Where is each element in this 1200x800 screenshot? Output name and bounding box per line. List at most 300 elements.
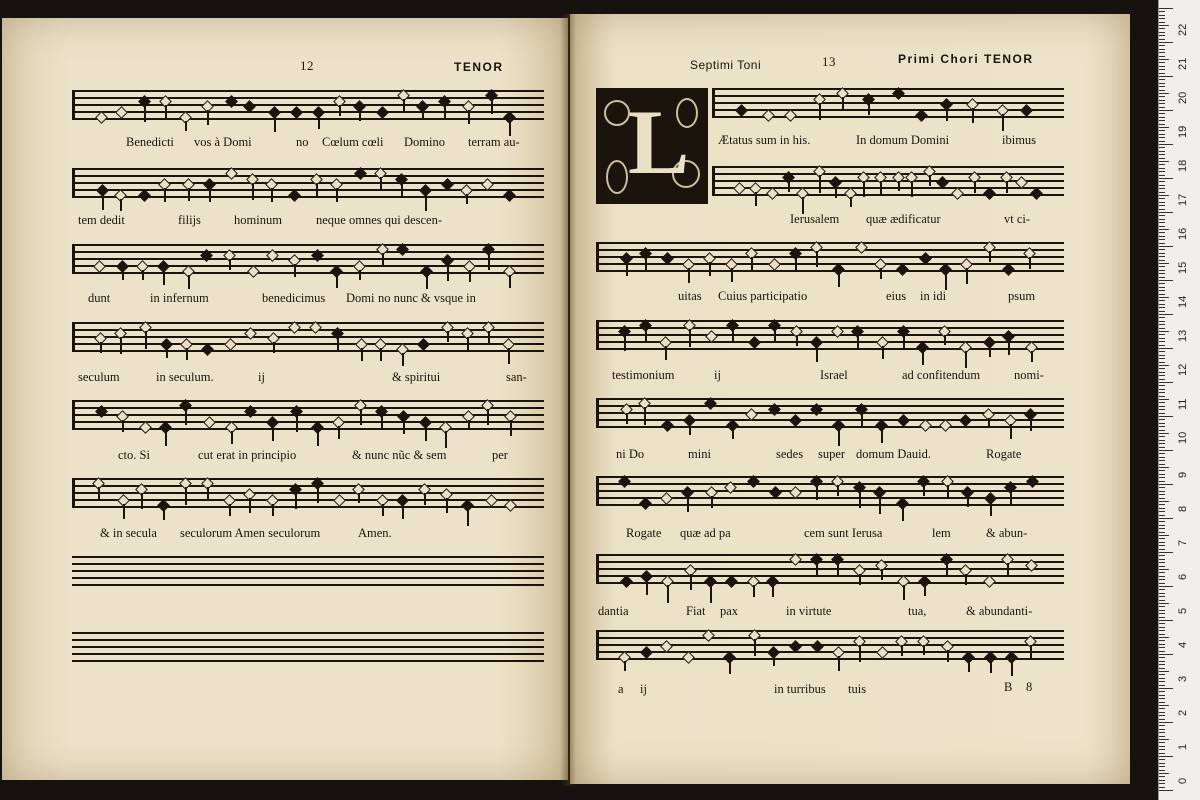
ruler-tick [1159,698,1165,699]
note-stem [468,110,470,124]
note-stem [923,485,925,496]
note-mark [660,640,673,653]
note-stem [857,335,859,349]
note-stem [100,342,102,353]
note-mark [705,330,718,343]
note-stem [425,426,427,442]
ruler-tick [1159,613,1165,614]
note-stem [317,431,319,446]
note-stem [819,103,821,120]
note-stem [1008,340,1010,355]
note-stem [165,431,167,446]
ruler-tick [1159,399,1169,400]
note-stem [911,181,913,198]
ruler-number: 2 [1177,709,1189,716]
ruler-tick [1159,610,1165,611]
note-mark [1020,104,1033,117]
note-stem [966,268,968,284]
ruler-tick [1159,192,1165,193]
clef-icon [712,166,725,196]
note-stem [142,270,144,281]
note-stem [881,429,883,443]
note-stem [903,585,905,600]
ruler-tick [1159,25,1169,26]
ruler-tick [1159,436,1165,437]
ruler-tick [1159,226,1165,227]
ruler-tick [1159,362,1165,363]
note-stem [209,188,211,202]
note-stem [272,504,274,517]
ruler-tick [1159,702,1165,703]
note-stem [729,661,731,674]
note-stem [819,175,821,193]
note-stem [772,585,774,597]
note-stem [185,409,187,425]
decorated-initial [596,88,708,204]
lyric: tuis [848,682,867,696]
note-stem [380,177,382,189]
ruler-tick [1159,705,1169,706]
note-stem [711,496,713,508]
lyric: in turribus [774,682,826,696]
note-stem [861,413,863,428]
ruler-tick [1159,691,1165,692]
clef-icon [596,398,609,428]
note-stem [1031,351,1033,362]
ruler-tick [1159,501,1169,502]
note-mark [789,486,802,499]
note-stem [732,429,734,439]
note-mark [95,405,108,418]
ruler-tick [1159,195,1169,196]
ruler-tick [1159,579,1165,580]
note-stem [426,275,428,289]
lyric: neque omnes qui descen- [316,213,443,227]
lyric: ad confitendum [902,368,981,382]
ruler-tick [1159,66,1165,67]
note-stem [773,656,775,666]
ruler-tick [1159,205,1165,206]
note-mark [661,252,674,265]
ruler-tick [1159,525,1165,526]
note-stem [360,409,362,425]
ruler-tick [1159,22,1165,23]
ruler-tick [1159,372,1165,373]
ruler-tick [1159,623,1165,624]
note-stem [665,346,667,361]
note-stem [816,485,818,500]
ruler-tick [1159,249,1165,250]
ruler-tick [1159,630,1165,631]
note-stem [123,504,125,520]
note-stem [296,415,298,432]
note-stem [271,188,273,202]
note-mark [288,321,301,334]
ruler-tick [1159,477,1165,478]
lyric: nomi- [1014,368,1044,382]
note-stem [880,268,882,279]
note-mark [441,178,454,191]
ruler-tick [1159,300,1165,301]
ruler-number: 19 [1177,125,1189,138]
ruler-tick [1159,39,1165,40]
note-stem [336,275,338,288]
note-stem [881,569,883,581]
ruler-tick [1159,419,1165,420]
note-stem [967,496,969,507]
ruler-tick [1159,627,1165,628]
note-stem [788,181,790,193]
note-stem [903,335,905,350]
ruler-tick [1159,535,1169,536]
ruler-tick [1159,324,1165,325]
ruler-tick [1159,127,1169,128]
lyric: ibimus [1002,133,1037,147]
lyric: Israel [820,368,848,382]
ruler-tick [1159,107,1165,108]
lyric: tem dedit [78,213,125,227]
note-stem [645,329,647,341]
note-stem [207,110,209,125]
note-stem [731,268,733,283]
note-stem [965,351,967,368]
ruler-tick [1159,113,1165,114]
note-mark [660,492,673,505]
lyric: san- [506,370,527,384]
note-mark [245,405,258,418]
lyric: In domum Domini [856,133,950,147]
ruler-tick [1159,467,1169,468]
ruler-tick [1159,409,1165,410]
ruler-tick [1159,345,1165,346]
lyric: seculum [78,370,120,384]
ruler-tick [1159,756,1173,757]
note-stem [424,493,426,506]
ruler-tick [1159,712,1165,713]
ruler-tick [1159,215,1165,216]
note-mark [309,321,322,334]
ruler-tick [1159,708,1165,709]
note-mark [735,104,748,117]
lyric: no nunc & vsque in [378,291,476,305]
ruler-tick [1159,144,1173,145]
note-mark [831,325,844,338]
lyric: & in secula [100,526,157,540]
note-stem [317,487,319,503]
note-stem [1010,491,1012,505]
ruler-tick [1159,739,1169,740]
clef-icon [72,168,85,198]
note-stem [274,116,276,132]
note-stem [974,181,976,193]
clef-icon [712,88,725,118]
music-staff [72,90,544,120]
note-stem [990,661,992,673]
ruler-tick [1159,661,1165,662]
note-stem [382,504,384,516]
ruler-tick [1159,753,1165,754]
note-stem [626,413,628,424]
note-stem [667,585,669,603]
ruler-tick [1159,59,1169,60]
note-stem [229,504,231,516]
ruler-tick [1159,668,1165,669]
ruler-tick [1159,787,1165,788]
ruler-tick [1159,93,1169,94]
note-stem [510,420,512,436]
lyric: in infernum [150,291,209,305]
note-stem [337,337,339,351]
lyric: eius [886,289,907,303]
ruler-number: 0 [1177,777,1189,784]
note-mark [485,494,498,507]
ruler-tick [1159,634,1165,635]
ruler-tick [1159,256,1165,257]
ruler-tick [1159,583,1165,584]
note-stem [968,661,970,672]
note-stem [816,251,818,267]
ruler-tick [1159,358,1165,359]
lyric: hominum [234,213,282,227]
note-stem [467,337,469,353]
ruler-tick [1159,484,1173,485]
ruler-tick [1159,460,1165,461]
note-stem [755,192,757,206]
ruler-number: 6 [1177,573,1189,580]
lyric: mini [688,447,711,461]
note-stem [838,273,840,287]
ruler-tick [1159,260,1165,261]
note-mark [244,100,257,113]
lyric: dunt [88,291,111,305]
left-part-name: TENOR [454,60,504,74]
ruler-tick [1159,566,1165,567]
ruler-tick [1159,141,1165,142]
ruler-tick [1159,137,1165,138]
note-stem [98,487,100,500]
note-stem [163,509,165,520]
ruler-tick [1159,379,1165,380]
ruler-tick [1159,725,1165,726]
note-stem [469,270,471,282]
note-stem [295,493,297,510]
lyric: in idi [920,289,947,303]
ruler-tick [1159,294,1165,295]
note-stem [188,188,190,201]
ruler-tick [1159,76,1173,77]
note-mark [892,87,905,100]
ruler-number: 7 [1177,539,1189,546]
lyric: Cuius participatio [718,289,808,303]
ruler-tick [1159,321,1165,322]
lyric: & spiritui [392,370,441,384]
ruler-tick [1159,654,1173,655]
ruler-tick [1159,508,1165,509]
ruler-tick [1159,559,1165,560]
ruler-tick [1159,678,1165,679]
lyric: per [492,448,508,462]
measuring-ruler [1158,0,1200,800]
note-mark [93,260,106,273]
note-stem [447,331,449,342]
ruler-number: 9 [1177,471,1189,478]
ruler-tick [1159,657,1165,658]
note-stem [732,329,734,342]
ruler-tick [1159,365,1169,366]
note-stem [508,348,510,364]
ruler-tick [1159,168,1165,169]
lyric: ni Do [616,447,645,461]
lyric: in seculum. [156,370,214,384]
lyric: & abundanti- [966,604,1033,618]
ruler-tick [1159,375,1165,376]
note-stem [842,97,844,110]
ruler-tick [1159,555,1165,556]
note-mark [266,249,279,262]
note-stem [467,509,469,526]
ruler-tick [1159,413,1165,414]
note-mark [768,403,781,416]
note-stem [687,496,689,512]
note-stem [754,639,756,656]
note-stem [1002,114,1004,131]
ruler-tick [1159,569,1169,570]
ruler-tick [1159,263,1169,264]
ruler-tick [1159,447,1165,448]
ruler-tick [1159,212,1173,213]
ruler-tick [1159,521,1165,522]
music-staff [72,168,544,198]
ruler-tick [1159,110,1173,111]
ruler-tick [1159,763,1165,764]
music-staff [596,476,1064,506]
ruler-number: 4 [1177,641,1189,648]
signature-number: 8 [1026,680,1033,694]
clef-icon [596,476,609,506]
lyric: & abun- [986,526,1028,540]
ruler-tick [1159,351,1165,352]
ruler-tick [1159,209,1165,210]
note-stem [879,496,881,514]
music-staff [596,242,1064,272]
note-stem [645,257,647,270]
clef-icon [596,554,609,584]
ruler-tick [1159,307,1165,308]
note-stem [923,645,925,656]
ruler-tick [1159,685,1165,686]
note-mark [396,243,409,256]
clef-icon [72,90,85,120]
note-stem [989,251,991,262]
ruler-tick [1159,311,1165,312]
ruler-tick [1159,246,1173,247]
note-stem [380,348,382,361]
ruler-tick [1159,232,1165,233]
note-stem [249,498,251,513]
note-stem [624,661,626,671]
note-mark [748,336,761,349]
note-stem [185,121,187,131]
ruler-tick [1159,18,1165,19]
ruler-tick [1159,236,1165,237]
ruler-tick [1159,443,1165,444]
ruler-tick [1159,328,1165,329]
music-staff [596,398,1064,428]
ruler-tick [1159,154,1165,155]
lyric: benedicimus [262,291,326,305]
lyric: Ierusalem [790,212,840,226]
ruler-tick [1159,338,1165,339]
lyric: uitas [678,289,702,303]
ruler-tick [1159,277,1165,278]
note-stem [868,103,870,116]
note-stem [901,645,903,656]
ruler-tick [1159,617,1165,618]
ruler-number: 21 [1177,57,1189,70]
ruler-tick [1159,11,1165,12]
ruler-tick [1159,589,1165,590]
ruler-tick [1159,164,1165,165]
ruler-tick [1159,117,1165,118]
lyric: ij [714,368,721,382]
note-stem [144,105,146,123]
ruler-number: 5 [1177,607,1189,614]
ruler-tick [1159,334,1165,335]
lyric: Amen. [358,526,392,540]
note-stem [626,262,628,276]
ruler-tick [1159,491,1165,492]
ruler-number: 10 [1177,431,1189,444]
note-stem [837,563,839,577]
ruler-tick [1159,266,1165,267]
ruler-number: 13 [1177,329,1189,342]
note-mark [203,416,216,429]
ruler-tick [1159,171,1165,172]
ruler-tick [1159,42,1173,43]
ruler-tick [1159,151,1165,152]
ruler-tick [1159,389,1165,390]
ruler-tick [1159,120,1165,121]
note-stem [859,491,861,509]
ruler-tick [1159,746,1165,747]
note-stem [902,507,904,521]
ruler-tick [1159,280,1173,281]
note-stem [402,504,404,519]
note-mark [855,241,868,254]
note-stem [403,420,405,434]
note-stem [988,418,990,428]
ruler-tick [1159,96,1165,97]
note-mark [704,397,717,410]
ruler-number: 8 [1177,505,1189,512]
ruler-tick [1159,86,1165,87]
note-stem [422,110,424,120]
note-stem [120,337,122,355]
note-mark [417,338,430,351]
lyric: terram au- [468,135,520,149]
lyric: domum Dauid. [856,447,931,461]
ruler-tick [1159,178,1173,179]
ruler-tick [1159,416,1173,417]
note-stem [644,407,646,425]
lyric: cem sunt Ierusa [804,526,883,540]
note-stem [688,268,690,284]
note-mark [640,646,653,659]
ruler-tick [1159,253,1165,254]
note-stem [924,585,926,596]
note-stem [859,574,861,585]
ruler-tick [1159,729,1165,730]
